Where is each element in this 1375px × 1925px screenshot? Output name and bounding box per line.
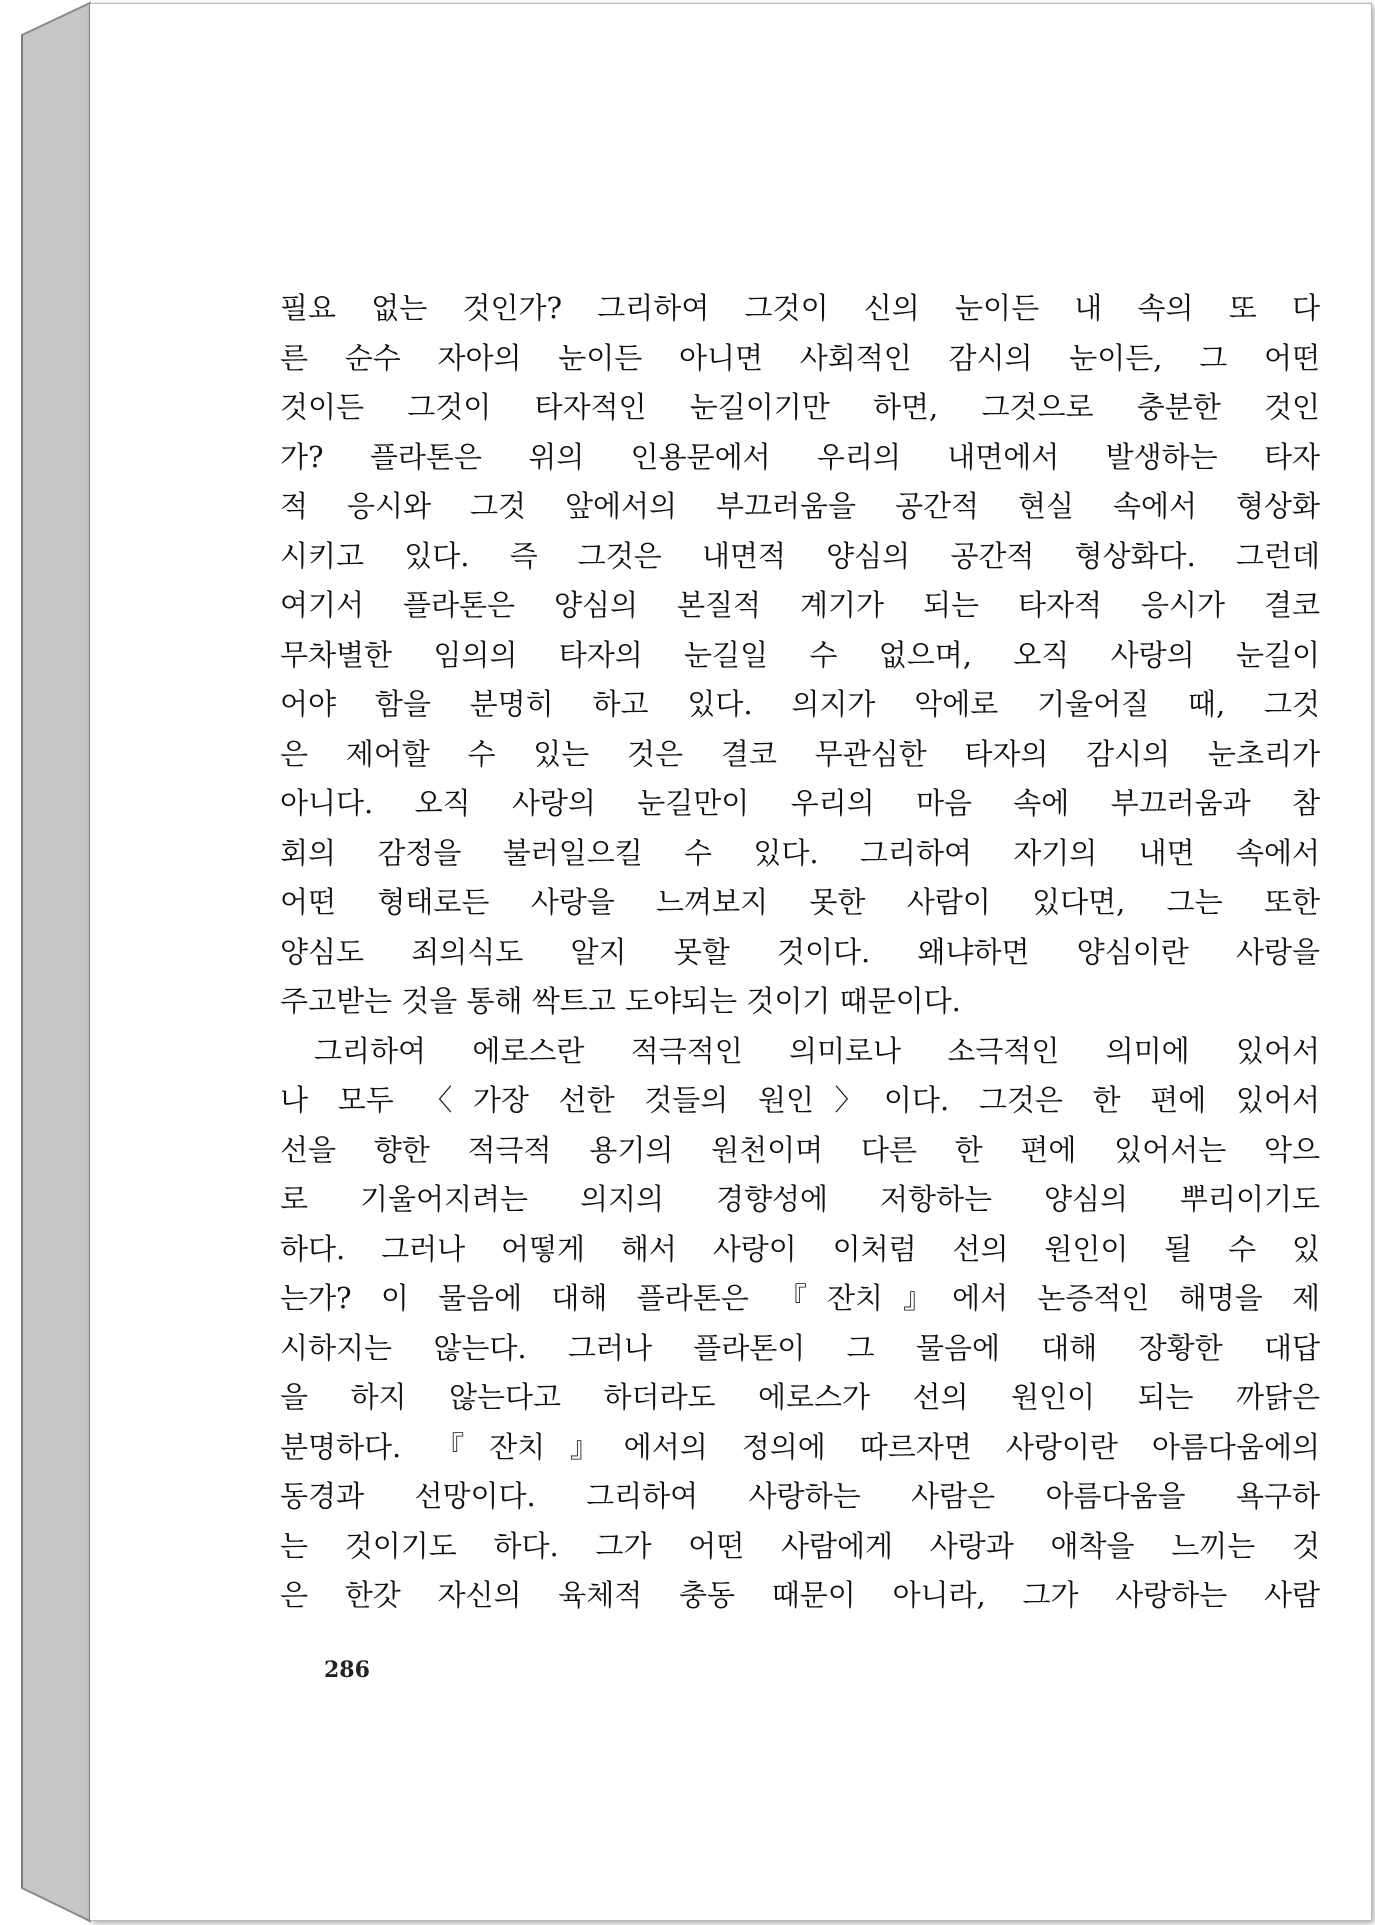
text-line: 회의 감정을 불러일으킬 수 있다. 그리하여 자기의 내면 속에서 bbox=[280, 835, 1320, 870]
text-line: 로 기울어지려는 의지의 경향성에 저항하는 양심의 뿌리이기도 bbox=[280, 1182, 1320, 1216]
text-line: 는 것이기도 하다. 그가 어떤 사람에게 사랑과 애착을 느끼는 것 bbox=[280, 1528, 1320, 1563]
text-line: 어떤 형태로든 사랑을 느껴보지 못한 사람이 있다면, 그는 또한 bbox=[280, 885, 1320, 919]
text-line: 가? 플라톤은 위의 인용문에서 우리의 내면에서 발생하는 타자 bbox=[280, 439, 1320, 474]
text-line: 주고받는 것을 통해 싹트고 도야되는 것이기 때문이다. bbox=[280, 984, 961, 1018]
page-number: 286 bbox=[324, 1657, 370, 1683]
text-line: 은 한갓 자신의 육체적 충동 때문이 아니라, 그가 사랑하는 사람 bbox=[280, 1578, 1320, 1612]
text-line: 는가? 이 물음에 대해 플라톤은 『잔치』에서 논증적인 해명을 제 bbox=[280, 1281, 1320, 1315]
page-sheet bbox=[90, 3, 1372, 1921]
text-line: 나 모두 〈가장 선한 것들의 원인〉이다. 그것은 한 편에 있어서 bbox=[280, 1083, 1320, 1117]
text-line: 여기서 플라톤은 양심의 본질적 계기가 되는 타자적 응시가 결코 bbox=[280, 588, 1320, 622]
text-line: 양심도 죄의식도 알지 못할 것이다. 왜냐하면 양심이란 사랑을 bbox=[280, 934, 1320, 969]
text-line: 것이든 그것이 타자적인 눈길이기만 하면, 그것으로 충분한 것인 bbox=[280, 390, 1320, 424]
text-line: 아니다. 오직 사랑의 눈길만이 우리의 마음 속에 부끄러움과 참 bbox=[280, 786, 1320, 820]
text-line: 무차별한 임의의 타자의 눈길일 수 없으며, 오직 사랑의 눈길이 bbox=[280, 637, 1320, 672]
text-line: 분명하다. 『잔치』에서의 정의에 따르자면 사랑이란 아름다움에의 bbox=[280, 1429, 1320, 1464]
text-line: 필요 없는 것인가? 그리하여 그것이 신의 눈이든 내 속의 또 다 bbox=[280, 291, 1320, 325]
text-line: 른 순수 자아의 눈이든 아니면 사회적인 감시의 눈이든, 그 어떤 bbox=[280, 340, 1320, 375]
text-line: 적 응시와 그것 앞에서의 부끄러움을 공간적 현실 속에서 형상화 bbox=[280, 489, 1320, 523]
text-line: 하다. 그러나 어떻게 해서 사랑이 이처럼 선의 원인이 될 수 있 bbox=[280, 1231, 1320, 1266]
text-line: 선을 향한 적극적 용기의 원천이며 다른 한 편에 있어서는 악으 bbox=[280, 1132, 1320, 1167]
text-line: 어야 함을 분명히 하고 있다. 의지가 악에로 기울어질 때, 그것 bbox=[280, 687, 1320, 721]
text-line: 그리하여 에로스란 적극적인 의미로나 소극적인 의미에 있어서 bbox=[314, 1033, 1320, 1068]
text-line: 동경과 선망이다. 그리하여 사랑하는 사람은 아름다움을 욕구하 bbox=[280, 1479, 1320, 1513]
text-line: 시하지는 않는다. 그러나 플라톤이 그 물음에 대해 장황한 대답 bbox=[280, 1330, 1320, 1365]
text-line: 은 제어할 수 있는 것은 결코 무관심한 타자의 감시의 눈초리가 bbox=[280, 736, 1320, 771]
body-text bbox=[280, 284, 1320, 1621]
text-line: 을 하지 않는다고 하더라도 에로스가 선의 원인이 되는 까닭은 bbox=[280, 1380, 1320, 1414]
text-line: 시키고 있다. 즉 그것은 내면적 양심의 공간적 형상화다. 그런데 bbox=[280, 538, 1320, 573]
